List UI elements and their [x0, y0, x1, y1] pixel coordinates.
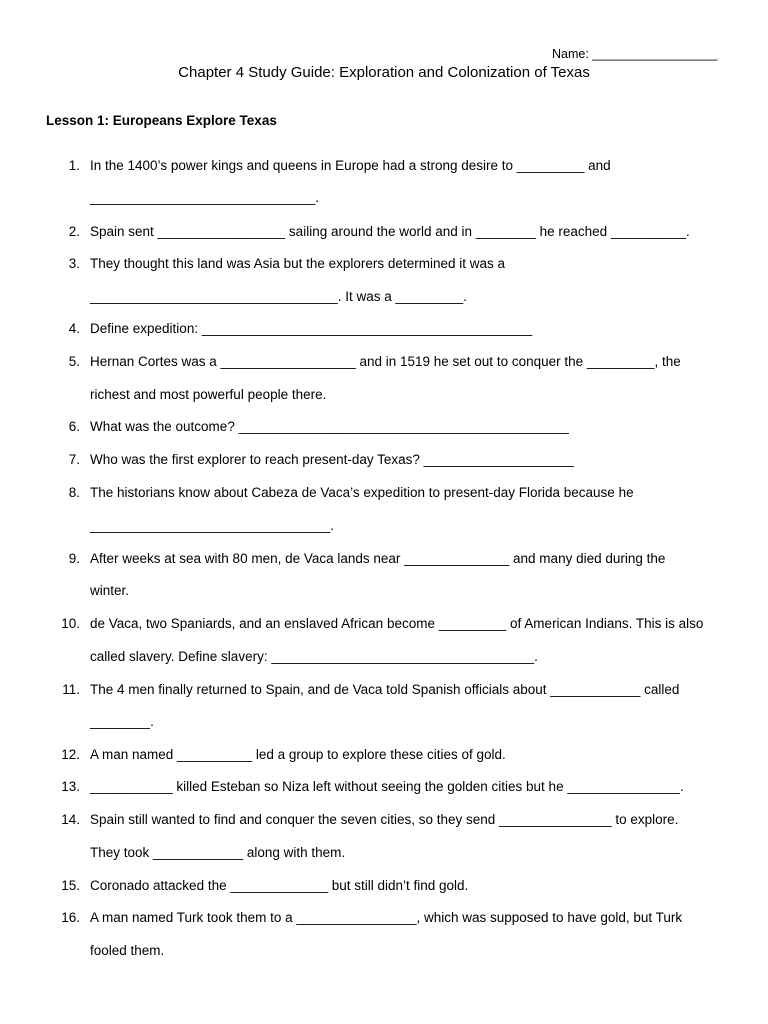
- question-number: 3.: [68, 256, 80, 271]
- question-text: richest and most powerful people there.: [90, 387, 327, 402]
- question-number: 2.: [68, 224, 80, 239]
- question-number: 5.: [68, 354, 80, 369]
- question-number: 9.: [68, 551, 80, 566]
- question-text: Coronado attacked the _____________ but still didn’t find gold.: [90, 878, 469, 893]
- question-text: After weeks at sea with 80 men, de Vaca lands near ______________ and many died during the: [90, 551, 666, 566]
- question-text: fooled them.: [90, 943, 165, 958]
- question-text: ________________________________.: [90, 518, 335, 533]
- question-text: ___________ killed Esteban so Niza left without seeing the golden cities but he _______________.: [90, 779, 684, 794]
- question-number: 12.: [61, 747, 80, 762]
- question-number: 6.: [68, 419, 80, 434]
- question-text: Who was the first explorer to reach present-day Texas? ____________________: [90, 452, 574, 467]
- question-number: 14.: [61, 812, 80, 827]
- question-text: A man named __________ led a group to explore these cities of gold.: [90, 747, 506, 762]
- question-text: winter.: [90, 583, 130, 598]
- question-text: Hernan Cortes was a __________________ and in 1519 he set out to conquer the _________, the: [90, 354, 681, 369]
- question-text: ________.: [90, 714, 154, 729]
- question-text: They took ____________ along with them.: [90, 845, 346, 860]
- question-text: Spain sent _________________ sailing around the world and in ________ he reached __________.: [90, 224, 690, 239]
- name-field-label: Name: __________________: [552, 47, 718, 61]
- question-text: Spain still wanted to find and conquer the seven cities, so they send _______________ to explore.: [90, 812, 679, 827]
- question-text: The 4 men finally returned to Spain, and de Vaca told Spanish officials about ____________ called: [90, 682, 680, 697]
- question-text: Define expedition: ____________________________________________: [90, 321, 533, 336]
- question-number: 11.: [62, 682, 80, 697]
- question-text: called slavery. Define slavery: ___________________________________.: [90, 649, 538, 664]
- question-number: 4.: [68, 321, 80, 336]
- question-text: de Vaca, two Spaniards, and an enslaved African become _________ of American Indians. This is also: [90, 616, 704, 631]
- question-text: What was the outcome? ____________________________________________: [90, 419, 569, 434]
- question-number: 1.: [68, 158, 80, 173]
- question-number: 10.: [61, 616, 80, 631]
- question-number: 16.: [61, 910, 80, 925]
- question-number: 7.: [68, 452, 80, 467]
- question-text: In the 1400’s power kings and queens in Europe had a strong desire to _________ and: [90, 158, 611, 173]
- lesson-heading: Lesson 1: Europeans Explore Texas: [46, 113, 277, 128]
- question-text: They thought this land was Asia but the explorers determined it was a: [90, 256, 505, 271]
- question-number: 13.: [61, 779, 80, 794]
- question-text: ______________________________.: [90, 190, 319, 205]
- page-title: Chapter 4 Study Guide: Exploration and Colonization of Texas: [178, 64, 590, 81]
- question-text: The historians know about Cabeza de Vaca’s expedition to present-day Florida because he: [90, 485, 634, 500]
- question-number: 8.: [68, 485, 80, 500]
- question-text: A man named Turk took them to a ________________, which was supposed to have gold, but Turk: [90, 910, 683, 925]
- question-number: 15.: [61, 878, 80, 893]
- question-text: _________________________________. It was a _________.: [90, 289, 467, 304]
